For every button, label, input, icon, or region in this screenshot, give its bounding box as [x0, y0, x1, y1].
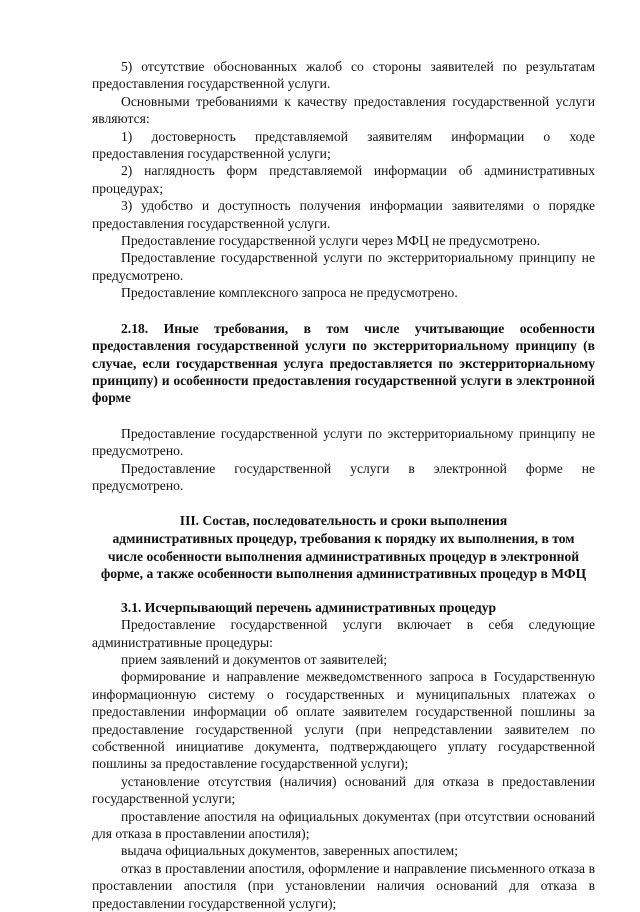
- list-item-proc-6: отказ в проставлении апостиля, оформление и направление письменного отказа в проставлении апостиля (при установлении наличия оснований для отказа в предоставлении государственной услуги);: [92, 860, 595, 911]
- section-title-line: административных процедур, требования к порядку их выполнения, в том: [112, 530, 575, 546]
- section-title-line: III. Состав, последовательность и сроки выполнения: [179, 513, 508, 529]
- spacer: [92, 583, 595, 599]
- paragraph-mfc: Предоставление государственной услуги через МФЦ не предусмотрено.: [121, 233, 541, 249]
- paragraph-complex-request: Предоставление комплексного запроса не предусмотрено.: [121, 285, 458, 301]
- spacer: [92, 302, 595, 320]
- list-item-req-3: 3) удобство и доступность получения информации заявителями о порядке предоставления государственной услуги.: [92, 198, 595, 231]
- section-title-3: [92, 512, 595, 582]
- list-item-proc-1: прием заявлений и документов от заявителей;: [121, 651, 388, 667]
- list-item-req-2: 2) наглядность форм представляемой информации об административных процедурах;: [92, 163, 595, 196]
- section-title-line: числе особенности выполнения административных процедур в электронной: [107, 548, 580, 564]
- spacer: [92, 494, 595, 512]
- spacer: [92, 407, 595, 425]
- paragraph-extraterritorial: Предоставление государственной услуги по экстерриториальному принципу не предусмотрено.: [92, 250, 595, 283]
- list-item-proc-4: проставление апостиля на официальных документах (при отсутствии оснований для отказа в проставлении апостиля);: [92, 808, 595, 841]
- paragraph-item-5: 5) отсутствие обоснованных жалоб со стороны заявителей по результатам предоставления государственной услуги.: [92, 59, 595, 92]
- paragraph-quality-intro: Основными требованиями к качеству предоставления государственной услуги являются:: [92, 93, 595, 127]
- list-item-proc-5: выдача официальных документов, заверенных апостилем;: [121, 843, 459, 859]
- section-title-line: форме, а также особенности выполнения административных процедур в МФЦ: [100, 566, 587, 582]
- section-heading-2-18: 2.18. Иные требования, в том числе учитывающие особенности предоставления государственной услуги по экстерриториальному принципу (в случае, если государственная услуга предоставляется по экстерриториальному принципу) и особенности предоставления государственной услуги в электронной форме: [92, 320, 595, 406]
- list-item-proc-2: формирование и направление межведомственного запроса в Государственную информационную систему о государственных и муниципальных платежах о предоставлении информации об оплате заявителем государственной пошлины за предоставление государственной услуги (при непредставлении заявителем по собственной инициативе документа, подтверждающего уплату государственной пошлины за предоставление государственной услуги);: [92, 669, 595, 772]
- list-item-proc-3: установление отсутствия (наличия) оснований для отказа в предоставлении государственной услуги;: [92, 773, 595, 807]
- list-item-req-1: 1) достоверность представляемой заявителям информации о ходе предоставления государственной услуги;: [92, 128, 595, 162]
- document-page: [92, 58, 595, 912]
- section-heading-3-1: 3.1. Исчерпывающий перечень административных процедур: [121, 599, 497, 615]
- paragraph-2-18-extraterritorial: Предоставление государственной услуги по экстерриториальному принципу не предусмотрено.: [92, 425, 595, 459]
- paragraph-3-1-intro: Предоставление государственной услуги включает в себя следующие административные процедуры:: [92, 617, 595, 650]
- paragraph-2-18-electronic: Предоставление государственной услуги в электронной форме не предусмотрено.: [92, 460, 595, 493]
